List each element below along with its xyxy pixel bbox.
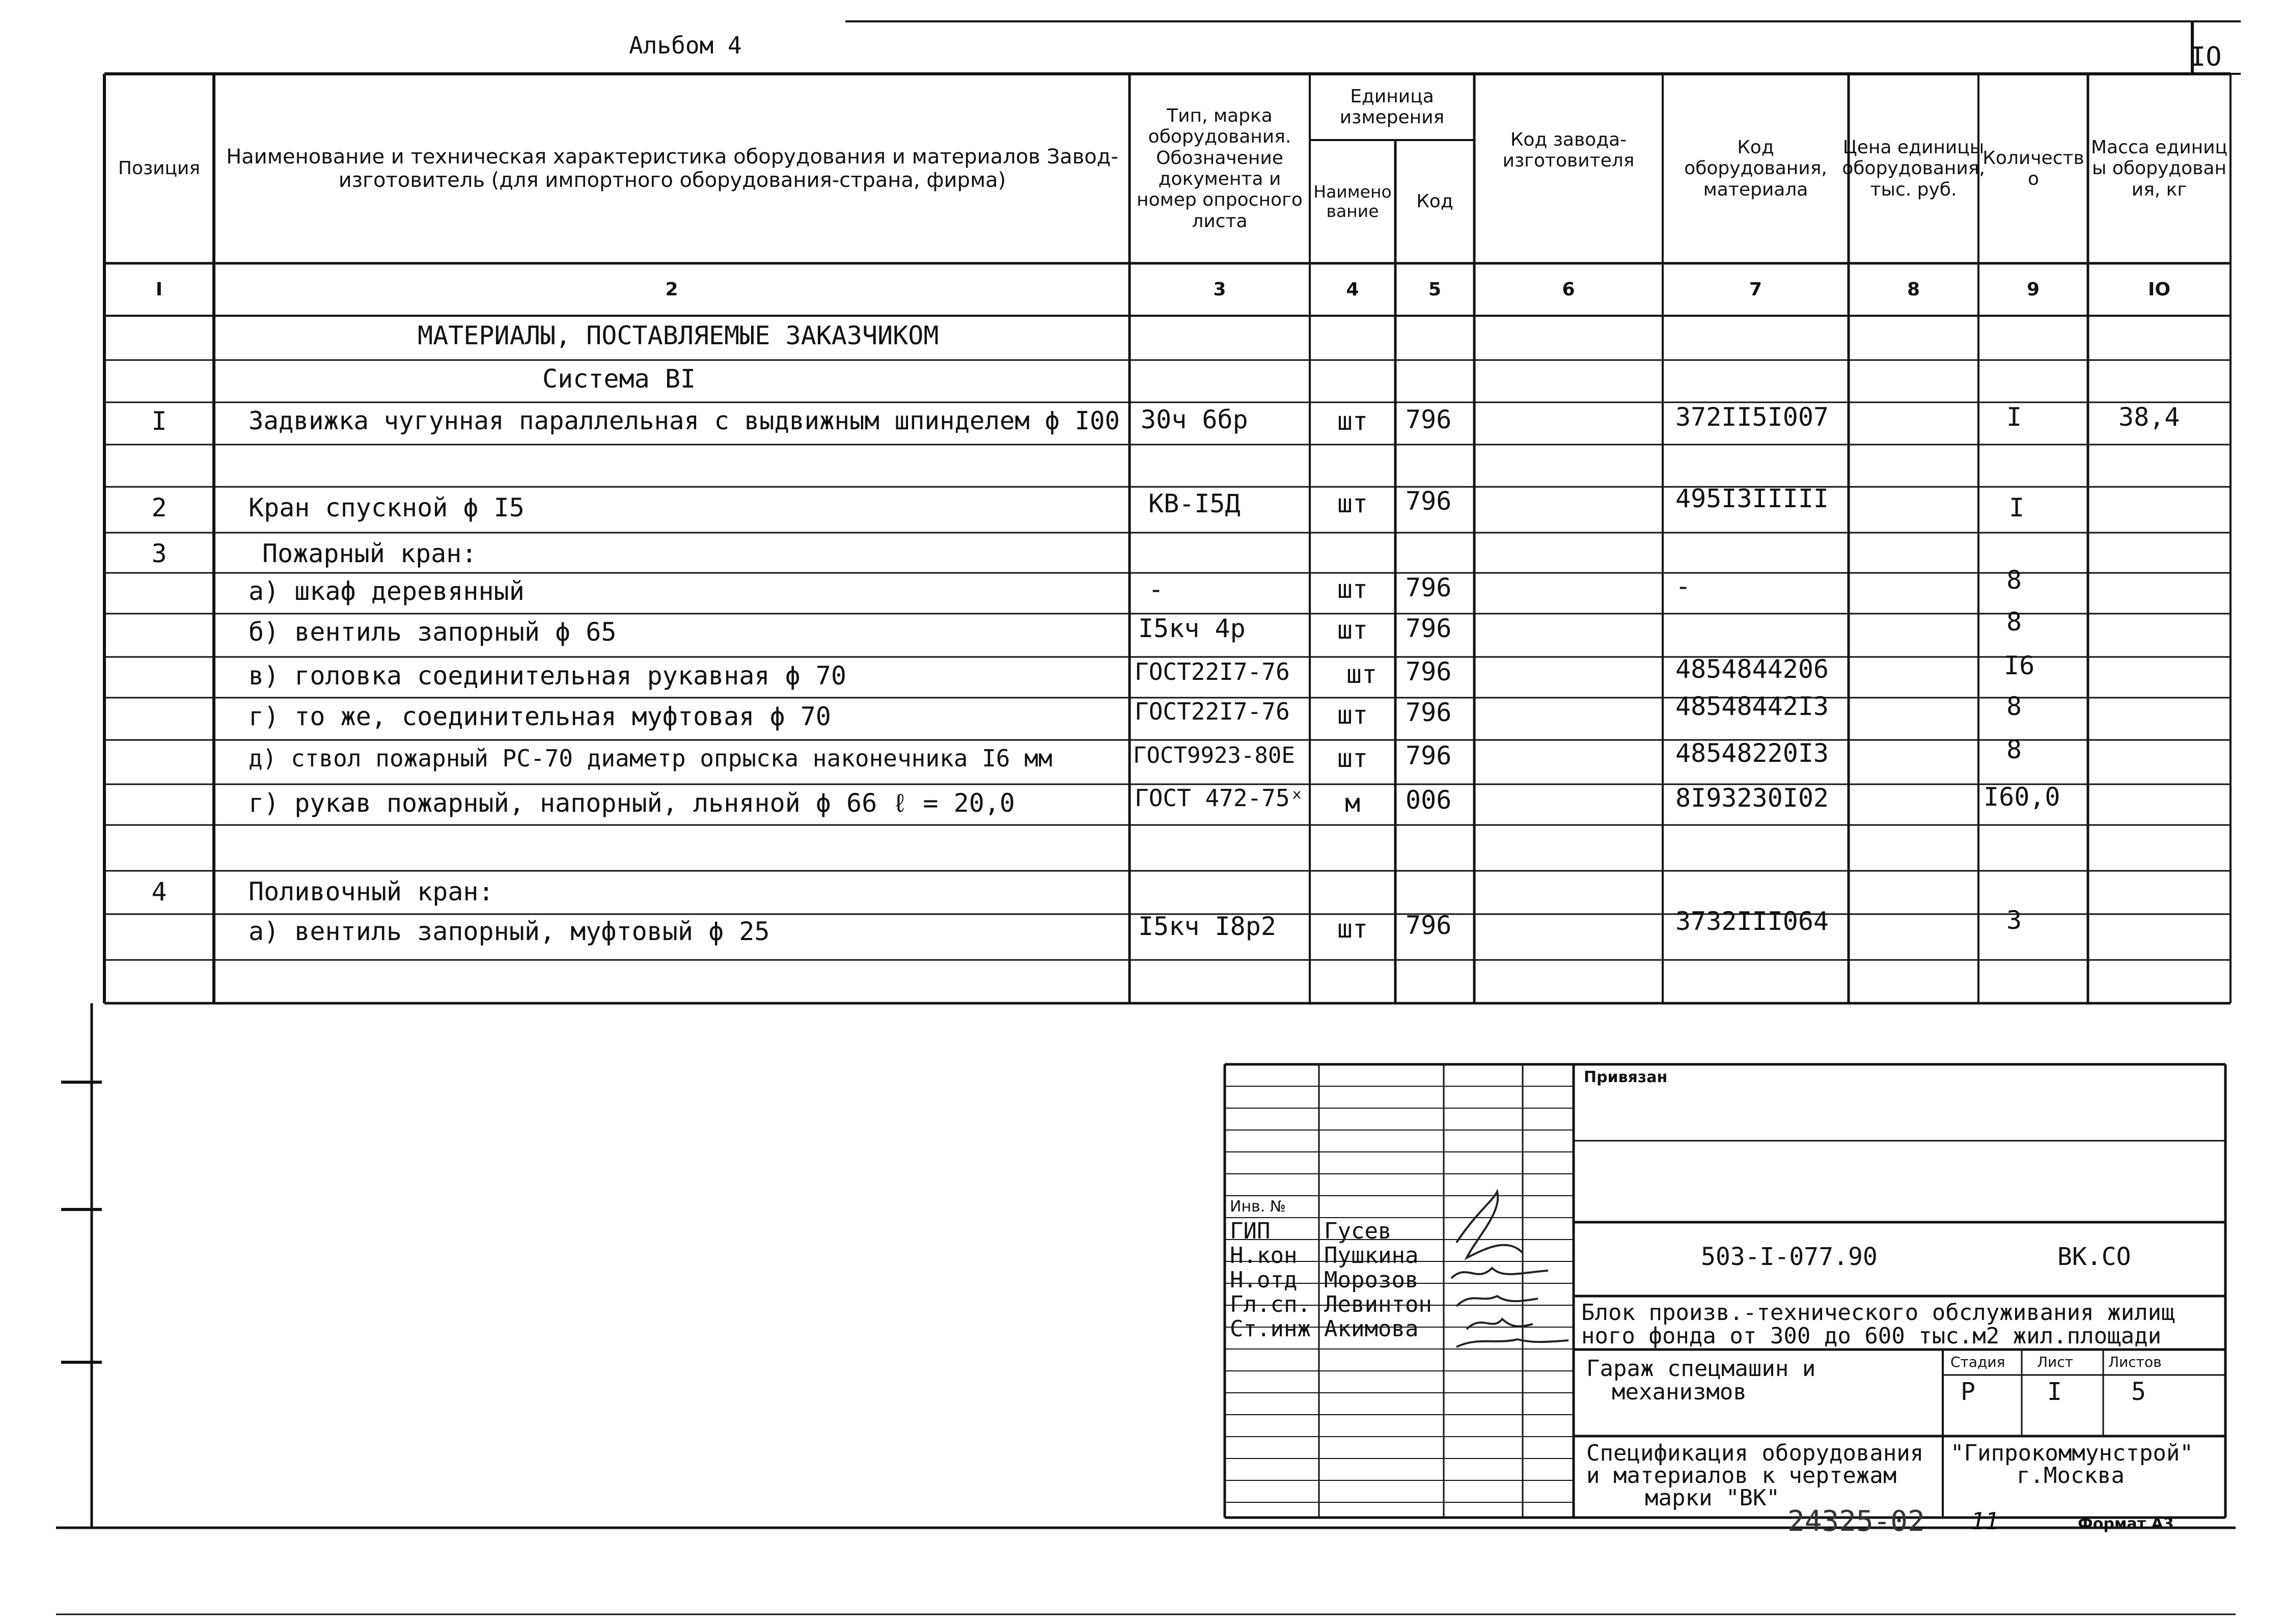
table-cell-qty: 3 <box>2006 905 2022 935</box>
col-number: 3 <box>1213 279 1226 300</box>
sheet-label: Лист <box>2037 1354 2073 1370</box>
header-mass: Масса единицы оборудования, кг <box>2090 136 2228 200</box>
table-cell-pos: I <box>151 406 167 436</box>
table-cell-equip-code: - <box>1675 571 1691 601</box>
table-cell-name: а) вентиль запорный, муфтовый ϕ 25 <box>249 917 770 946</box>
table-cell-unit: шт <box>1337 744 1368 773</box>
header-unit-code: Код <box>1416 191 1453 212</box>
doc-title-line3: марки "ВК" <box>1645 1485 1780 1511</box>
staff-role: Гл.сп. <box>1230 1291 1311 1317</box>
header-position: Позиция <box>118 158 201 179</box>
table-cell-equip-code: 48548220I3 <box>1675 738 1829 768</box>
table-cell-type: ГОСТ22I7-76 <box>1135 658 1290 685</box>
table-cell-type: 30ч 6бр <box>1141 405 1248 434</box>
signatures <box>1446 1181 1579 1350</box>
building-line1: Гараж спецмашин и <box>1586 1356 1816 1382</box>
sheets-value: 5 <box>2131 1378 2146 1406</box>
table-cell-equip-code: 8I93230I02 <box>1675 783 1829 813</box>
table-cell-qty: I60,0 <box>1984 782 2060 812</box>
col-number: 6 <box>1562 279 1575 300</box>
table-cell-code: 796 <box>1406 405 1452 434</box>
table-cell-name: Система BI <box>542 364 696 394</box>
table-cell-equip-code: 3732III064 <box>1675 906 1829 936</box>
doc-title-line1: Спецификация оборудования <box>1586 1440 1924 1466</box>
stage-label: Стадия <box>1950 1354 2005 1370</box>
table-cell-unit: шт <box>1337 914 1368 944</box>
drawing-mark: ВК.СО <box>2057 1243 2131 1271</box>
table-cell-name: в) головка соединительная рукавная ϕ 70 <box>249 661 846 691</box>
table-cell-name: д) ствол пожарный РС-70 диаметр опрыска наконечника I6 мм <box>249 745 1053 772</box>
staff-name: Акимова <box>1324 1316 1419 1342</box>
object-name-line2: ного фонда от 300 до 600 тыс.м2 жил.площади <box>1581 1323 2162 1349</box>
inv-label: Инв. № <box>1230 1198 1286 1216</box>
sheets-label: Листов <box>2108 1354 2162 1370</box>
staff-name: Морозов <box>1324 1267 1419 1293</box>
table-cell-type: I5кч 4р <box>1138 614 1246 643</box>
page-number: 11 <box>1971 1507 1999 1535</box>
table-cell-code: 796 <box>1406 573 1452 602</box>
header-equipment-code: Код оборудования, материала <box>1684 136 1827 200</box>
table-cell-pos: 3 <box>151 539 167 568</box>
table-cell-pos: 4 <box>151 877 167 906</box>
table-cell-name: Кран спускной ϕ I5 <box>249 493 525 522</box>
staff-name: Левинтон <box>1324 1291 1432 1317</box>
table-cell-code: 006 <box>1406 785 1452 815</box>
table-cell-qty: I <box>2006 402 2022 432</box>
table-cell-mass: 38,4 <box>2118 402 2180 432</box>
header-name: Наименование и техническая характеристика оборудования и материалов Завод-изготовитель (для импортного оборудования-страна, фирма) <box>226 145 1118 192</box>
col-number: 2 <box>665 279 678 300</box>
organization-city: г.Москва <box>2017 1463 2125 1489</box>
header-unit-name: Наименование <box>1313 182 1392 221</box>
building-line2: механизмов <box>1612 1379 1747 1405</box>
table-cell-name: а) шкаф деревянный <box>249 576 525 606</box>
staff-role: Ст.инж <box>1230 1316 1311 1342</box>
organization-name: "Гипрокоммунстрой" <box>1950 1440 2193 1466</box>
sheet-value: I <box>2047 1378 2062 1406</box>
header-unit-group: Единица измерения <box>1339 86 1445 128</box>
table-cell-qty: 8 <box>2006 735 2022 764</box>
col-number: 9 <box>2026 279 2040 300</box>
table-cell-type: КВ-I5Д <box>1148 489 1241 518</box>
table-cell-unit: шт <box>1337 700 1368 730</box>
table-cell-equip-code: 495I3IIIII <box>1675 484 1829 513</box>
staff-name: Гусев <box>1324 1218 1392 1244</box>
sheet-number: IO <box>2190 42 2222 72</box>
col-number: IO <box>2148 279 2170 300</box>
stage-value: Р <box>1961 1378 1975 1406</box>
table-cell-pos: 2 <box>151 493 167 522</box>
staff-role: Н.кон <box>1230 1243 1298 1269</box>
table-cell-equip-code: 372II5I007 <box>1675 402 1829 432</box>
table-cell-name: г) то же, соединительная муфтовая ϕ 70 <box>249 702 831 731</box>
table-cell-type: ГОСТ9923-80Е <box>1133 742 1295 768</box>
table-cell-unit: шт <box>1337 489 1368 518</box>
header-factory-code: Код завода-изготовителя <box>1502 129 1635 171</box>
col-number: 5 <box>1428 279 1442 300</box>
header-price: Цена единицы оборудования, тыс. руб. <box>1842 136 1985 200</box>
table-cell-qty: I6 <box>2004 651 2035 680</box>
table-cell-name: г) рукав пожарный, напорный, льняной ϕ 66 ℓ = 20,0 <box>249 788 1015 818</box>
table-cell-name: МАТЕРИАЛЫ, ПОСТАВЛЯЕМЫЕ ЗАКАЗЧИКОМ <box>418 321 939 350</box>
designation: 503-I-077.90 <box>1701 1243 1878 1271</box>
table-cell-unit: шт <box>1337 615 1368 645</box>
header-type: Тип, марка оборудования. Обозначение документа и номер опросного листа <box>1137 105 1303 232</box>
doc-title-line2: и материалов к чертежам <box>1586 1463 1897 1489</box>
table-cell-type: - <box>1148 574 1164 604</box>
col-number: 8 <box>1907 279 1920 300</box>
attached-label: Привязан <box>1584 1068 1668 1086</box>
table-cell-name: Поливочный кран: <box>249 877 494 906</box>
table-cell-code: 796 <box>1406 698 1452 727</box>
table-cell-code: 796 <box>1406 614 1452 643</box>
format-label: Формат А3 <box>2078 1515 2174 1533</box>
table-cell-type: ГОСТ 472-75ˣ <box>1135 784 1304 812</box>
table-cell-equip-code: 4854844206 <box>1675 654 1829 684</box>
staff-role: Н.отд <box>1230 1267 1298 1293</box>
table-cell-name: б) вентиль запорный ϕ 65 <box>249 617 617 647</box>
table-cell-qty: I <box>2009 493 2025 522</box>
table-cell-unit: шт <box>1346 659 1378 689</box>
table-cell-code: 796 <box>1406 911 1452 940</box>
table-cell-unit: шт <box>1337 574 1368 604</box>
table-cell-unit: м <box>1344 788 1361 818</box>
table-cell-qty: 8 <box>2006 565 2022 595</box>
table-cell-code: 796 <box>1406 486 1452 516</box>
object-name-line1: Блок произв.-технического обслуживания жилищ <box>1581 1300 2175 1326</box>
table-cell-code: 796 <box>1406 657 1452 686</box>
col-number: 4 <box>1346 279 1359 300</box>
album-label: Альбом 4 <box>629 32 742 59</box>
table-cell-equip-code: 48548442I3 <box>1675 692 1829 721</box>
table-cell-qty: 8 <box>2006 607 2022 637</box>
table-cell-code: 796 <box>1406 741 1452 770</box>
table-cell-unit: шт <box>1337 406 1368 436</box>
table-cell-name: Задвижка чугунная параллельная с выдвижным шпинделем ϕ I00 <box>249 406 1120 435</box>
col-number: I <box>155 279 163 300</box>
table-cell-name: Пожарный кран: <box>262 539 477 568</box>
header-quantity: Количество <box>1983 147 2084 189</box>
table-cell-type: I5кч I8р2 <box>1138 912 1276 941</box>
archive-number: 24325-02 <box>1787 1505 1925 1538</box>
table-cell-qty: 8 <box>2006 692 2022 721</box>
table-cell-type: ГОСТ22I7-76 <box>1135 698 1290 725</box>
staff-name: Пушкина <box>1324 1243 1419 1269</box>
staff-role: ГИП <box>1230 1218 1271 1244</box>
col-number: 7 <box>1749 279 1763 300</box>
